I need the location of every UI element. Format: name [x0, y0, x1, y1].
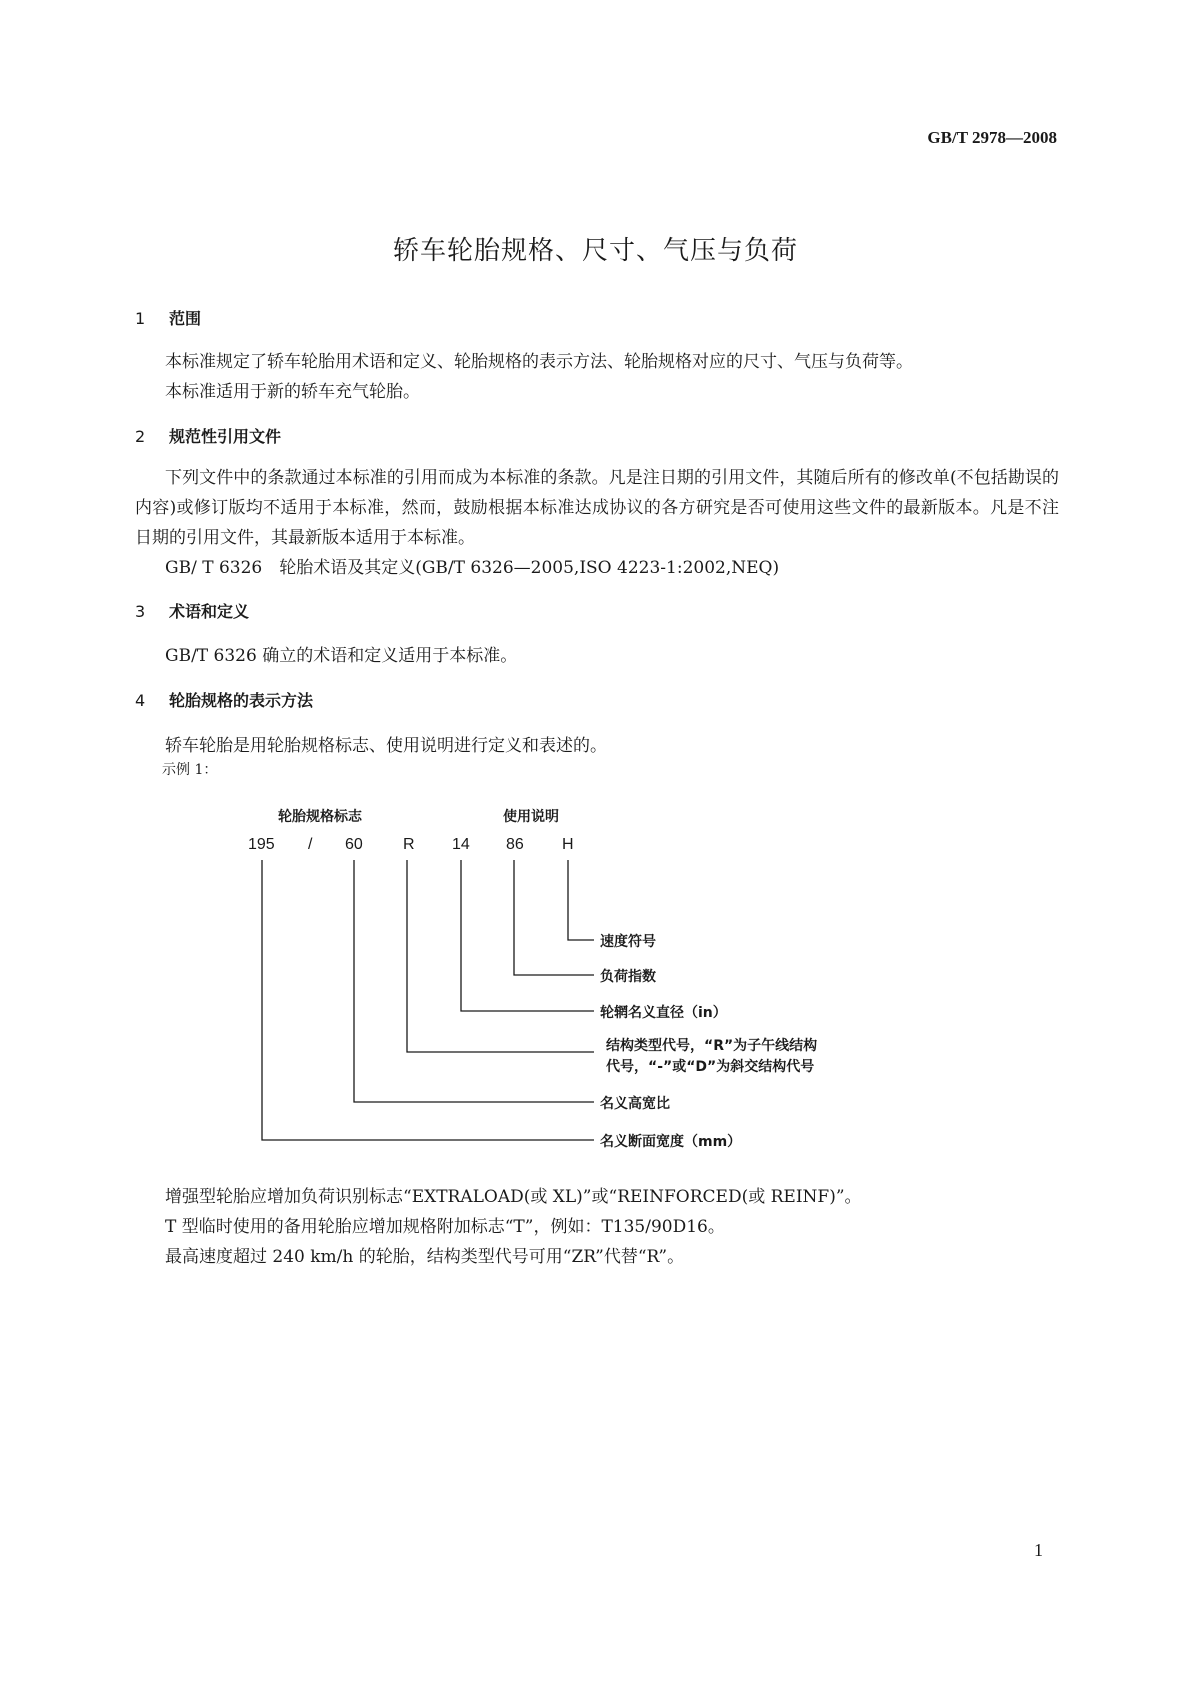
section-title: 规范性引用文件: [169, 427, 282, 446]
code-section-width: 195: [248, 836, 275, 853]
example-label: 示例 1：: [162, 762, 218, 778]
section-number: 1: [135, 309, 146, 328]
usage-description-label: 使用说明: [503, 809, 559, 825]
annotation-construction-line-1: 结构类型代号，“R”为子午线结构: [606, 1038, 818, 1054]
section-number: 4: [135, 691, 146, 710]
section-4-line-1: 轿车轮胎是用轮胎规格标志、使用说明进行定义和表述的。: [165, 736, 607, 756]
leader-rim-diameter: [461, 860, 594, 1011]
section-number: 3: [135, 602, 146, 621]
annotation-aspect-ratio: 名义高宽比: [600, 1096, 670, 1112]
annotation-rim-diameter: 轮辋名义直径（in）: [600, 1005, 727, 1021]
section-1-line-2: 本标准适用于新的轿车充气轮胎。: [165, 382, 420, 402]
section-1-line-1: 本标准规定了轿车轮胎用术语和定义、轮胎规格的表示方法、轮胎规格对应的尺寸、气压与负荷等。: [165, 352, 913, 372]
annotation-construction-line-2: 代号，“-”或“D”为斜交结构代号: [606, 1059, 815, 1075]
section-title: 轮胎规格的表示方法: [169, 691, 314, 710]
note-zr-speed: 最高速度超过 240 km/h 的轮胎，结构类型代号可用“ZR”代替“R”。: [165, 1247, 685, 1267]
annotation-section-width: 名义断面宽度（mm）: [600, 1134, 742, 1150]
leader-speed-symbol: [568, 860, 594, 940]
section-3-line-1: GB/T 6326 确立的术语和定义适用于本标准。: [165, 646, 518, 666]
size-marking-label: 轮胎规格标志: [278, 809, 362, 825]
leader-section-width: [262, 860, 594, 1140]
note-extra-load: 增强型轮胎应增加负荷识别标志“EXTRALOAD(或 XL)”或“REINFORCED(或 REINF)”。: [165, 1187, 862, 1207]
note-temporary-spare: T 型临时使用的备用轮胎应增加规格附加标志“T”，例如：T135/90D16。: [165, 1217, 725, 1237]
section-2-paragraph: 下列文件中的条款通过本标准的引用而成为本标准的条款。凡是注日期的引用文件，其随后所有的修改单(不包括勘误的内容)或修订版均不适用于本标准，然而，鼓励根据本标准达成协议的各方研究是否可使用这些文件的最新版本。凡是不注日期的引用文件，其最新版本适用于本标准。: [135, 468, 1059, 548]
code-aspect-ratio: 60: [345, 836, 363, 853]
code-speed-symbol: H: [562, 836, 574, 853]
leader-construction: [407, 860, 594, 1052]
code-construction: R: [403, 836, 415, 853]
leader-load-index: [514, 860, 594, 975]
section-2-reference: GB/ T 6326 轮胎术语及其定义(GB/T 6326—2005,ISO 4223-1:2002,NEQ): [165, 558, 780, 578]
standard-number: GB/T 2978—2008: [927, 128, 1057, 147]
annotation-load-index: 负荷指数: [600, 969, 656, 985]
section-title: 范围: [169, 309, 202, 328]
page-number: 1: [1034, 1540, 1043, 1560]
code-load-index: 86: [506, 836, 524, 853]
leader-aspect-ratio: [354, 860, 594, 1102]
code-rim-diameter: 14: [452, 836, 470, 853]
code-slash: /: [308, 836, 313, 853]
section-title: 术语和定义: [169, 602, 250, 621]
annotation-speed-symbol: 速度符号: [600, 934, 656, 950]
section-number: 2: [135, 427, 146, 446]
document-title: 轿车轮胎规格、尺寸、气压与负荷: [392, 236, 798, 266]
